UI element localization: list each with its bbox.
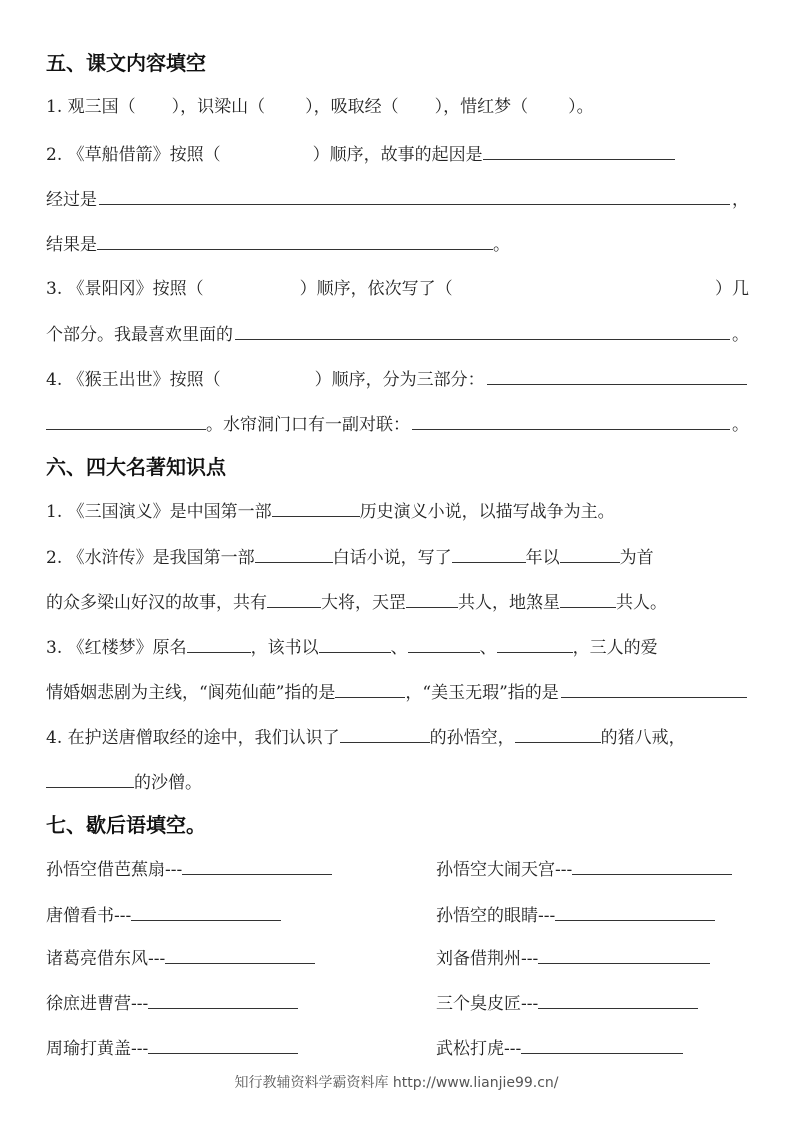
- question-5-2-line3: 结果是 。: [46, 235, 510, 255]
- question-5-2-line1: 2. 《草船借箭》按照（ ）顺序，故事的起因是: [46, 143, 749, 166]
- answer-blank[interactable]: [340, 726, 430, 743]
- section-heading-7: 七、歇后语填空。: [46, 813, 206, 837]
- answer-blank[interactable]: [235, 323, 730, 340]
- answer-blank[interactable]: [515, 726, 601, 743]
- answer-blank[interactable]: [412, 413, 730, 430]
- answer-blank[interactable]: [555, 904, 715, 921]
- answer-blank[interactable]: [538, 992, 698, 1009]
- question-6-3-line2: 情婚姻悲剧为主线，“阆苑仙葩”指的是 ，“美玉无瑕”指的是: [46, 681, 749, 704]
- answer-blank[interactable]: [408, 636, 480, 653]
- question-5-4-line1: 4. 《猴王出世》按照（ ）顺序，分为三部分：: [46, 368, 749, 391]
- answer-blank[interactable]: [255, 546, 333, 563]
- section-heading-5: 五、课文内容填空: [46, 51, 206, 75]
- question-6-1: 1. 《三国演义》是中国第一部 历史演义小说，以描写战争为主。: [46, 502, 615, 522]
- answer-blank[interactable]: [406, 591, 458, 608]
- answer-blank[interactable]: [272, 500, 360, 517]
- idiom-row: 孙悟空借芭蕉扇--- 孙悟空大闹天宫---: [46, 858, 749, 881]
- question-6-4-line2: 的沙僧。: [46, 771, 749, 794]
- answer-blank[interactable]: [521, 1037, 683, 1054]
- question-5-1: 1. 观三国（ ），识梁山（ ），吸取经（ ），惜红梦（ ）。: [46, 97, 594, 117]
- answer-blank[interactable]: [561, 681, 747, 698]
- question-5-2-line2: 经过是 ，: [46, 190, 749, 210]
- question-6-3-line1: 3. 《红楼梦》原名 ，该书以 、 、 ，三人的爱: [46, 638, 658, 658]
- answer-blank[interactable]: [483, 143, 675, 160]
- question-5-4-line2: 。水帘洞门口有一副对联： 。: [46, 413, 749, 436]
- answer-blank[interactable]: [560, 546, 620, 563]
- answer-blank[interactable]: [182, 858, 332, 875]
- section-heading-6: 六、四大名著知识点: [46, 455, 226, 479]
- idiom-row: 唐僧看书--- 孙悟空的眼睛---: [46, 904, 749, 927]
- answer-blank[interactable]: [487, 368, 747, 385]
- page-footer: 知行教辅资料学霸资料库 http://www.lianjie99.cn/: [234, 1075, 559, 1091]
- answer-blank[interactable]: [538, 947, 710, 964]
- question-6-4-line1: 4. 在护送唐僧取经的途中，我们认识了 的孙悟空， 的猪八戒，: [46, 728, 686, 748]
- answer-blank[interactable]: [267, 591, 321, 608]
- idiom-row: 徐庶进曹营--- 三个臭皮匠---: [46, 992, 749, 1015]
- answer-blank[interactable]: [165, 947, 315, 964]
- answer-blank[interactable]: [187, 636, 251, 653]
- answer-blank[interactable]: [97, 233, 493, 250]
- idiom-row: 诸葛亮借东风--- 刘备借荆州---: [46, 947, 749, 970]
- answer-blank[interactable]: [46, 771, 134, 788]
- answer-blank[interactable]: [148, 992, 298, 1009]
- answer-blank[interactable]: [335, 681, 405, 698]
- question-6-2-line2: 的众多梁山好汉的故事，共有 大将，天罡 共人，地煞星 共人。: [46, 593, 667, 613]
- answer-blank[interactable]: [560, 591, 616, 608]
- answer-blank[interactable]: [497, 636, 573, 653]
- answer-blank[interactable]: [148, 1037, 298, 1054]
- answer-blank[interactable]: [99, 188, 730, 205]
- answer-blank[interactable]: [319, 636, 391, 653]
- question-5-3-line1: 3. 《景阳冈》按照（ ）顺序，依次写了（ ）几: [46, 279, 749, 299]
- answer-blank[interactable]: [46, 413, 206, 430]
- idiom-row: 周瑜打黄盖--- 武松打虎---: [46, 1037, 749, 1060]
- question-6-2-line1: 2. 《水浒传》是我国第一部 白话小说，写了 年以 为首: [46, 548, 654, 568]
- question-5-3-line2: 个部分。我最喜欢里面的 。: [46, 325, 749, 345]
- answer-blank[interactable]: [572, 858, 732, 875]
- answer-blank[interactable]: [452, 546, 526, 563]
- answer-blank[interactable]: [131, 904, 281, 921]
